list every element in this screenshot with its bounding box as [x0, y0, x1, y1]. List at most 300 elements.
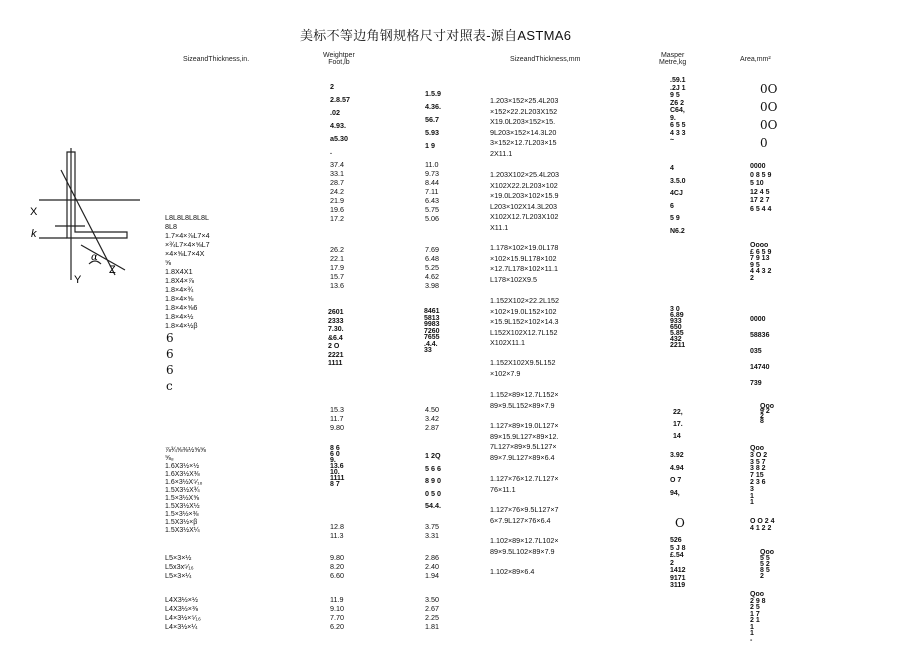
- table-cell-line: 1.8×4×½β: [165, 321, 198, 330]
- label-alpha: α: [91, 252, 98, 263]
- area-group-6: [750, 446, 767, 507]
- table-cell-line: 6 0: [330, 451, 340, 458]
- weight-group-8: [330, 553, 344, 580]
- table-cell-line: 3.50: [425, 595, 439, 604]
- table-cell-line: L152X102X12.7L152: [490, 327, 558, 337]
- table-cell-line: 7.30.: [328, 326, 344, 333]
- table-cell-line: 5 2: [760, 561, 770, 568]
- table-cell-line: 3.5.0: [670, 177, 686, 185]
- table-cell-line: 56.7: [425, 115, 439, 124]
- table-cell-line: 1.8X4×⅞: [165, 276, 194, 285]
- table-cell-line: 17 2 7: [750, 197, 770, 204]
- table-cell-line: 6: [166, 331, 174, 345]
- table-cell-line: 1 7: [750, 610, 760, 618]
- table-cell-line: 11.9: [330, 595, 344, 604]
- table-cell-line: 8461: [424, 308, 440, 315]
- table-cell-line: 2 1: [750, 617, 760, 624]
- size-in-group-1: [165, 213, 210, 330]
- table-cell-line: £.54: [670, 552, 684, 559]
- table-cell-line: 2 3 6: [750, 478, 766, 486]
- header-size-in: SizeandThickness,in.: [183, 56, 250, 63]
- table-cell-line: 1: [750, 492, 754, 500]
- table-cell-line: 4 3 3: [670, 129, 686, 137]
- table-cell-line: 6 5 4 4: [750, 205, 772, 213]
- page-title: 美标不等边角钢规格尺寸对照表-源自ASTMA6: [300, 28, 572, 43]
- area-group-7: [750, 518, 775, 532]
- mass-group-6: [675, 516, 685, 530]
- table-cell-line: 9.80: [330, 423, 344, 432]
- table-cell-line: 7260: [424, 327, 440, 335]
- table-cell-line: 1.5×3½×⅜: [165, 511, 199, 518]
- table-cell-line: ⅝₈: [165, 455, 174, 462]
- table-cell-line: 4.36.: [425, 102, 441, 111]
- table-cell-line: 19.6: [330, 205, 344, 214]
- table-cell-line: 5.25: [425, 263, 439, 272]
- weight-group-7: [330, 522, 344, 540]
- table-cell-line: 1.6X3½X⅜: [165, 471, 200, 478]
- table-cell-line: 9L203×152×14.3L20: [490, 127, 557, 137]
- header-area: Area,mm²: [740, 56, 771, 63]
- table-cell-line: 12 4 5: [750, 188, 770, 196]
- table-cell-line: 1.102×89×6.4: [490, 567, 535, 576]
- table-cell-line: 6 5 5: [670, 122, 686, 129]
- table-cell-line: 12.8: [330, 522, 344, 531]
- table-cell-line: L8L8L8L8L8L: [165, 213, 209, 222]
- table-cell-line: 1 9: [425, 141, 435, 150]
- table-cell-line: 5.75: [425, 205, 439, 214]
- table-cell-line: 0O: [760, 118, 778, 132]
- table-cell-line: 2: [670, 559, 674, 567]
- table-cell-line: 6.60: [330, 571, 344, 580]
- table-cell-line: 6: [670, 202, 674, 210]
- size-in-group-1-big: [166, 330, 174, 394]
- mass-group-7: [670, 537, 686, 590]
- weight-group-6: [330, 446, 344, 488]
- table-cell-line: Qoo: [750, 591, 764, 598]
- area-group-8: [760, 550, 774, 580]
- table-cell-line: C64,: [670, 107, 685, 114]
- table-cell-line: 58836: [750, 332, 770, 339]
- table-cell-line: ×15.9L152×102×14.3: [490, 317, 559, 326]
- table-cell-line: 1.7×4×⅞L7×4: [165, 231, 210, 240]
- table-cell-line: 7655: [424, 334, 440, 341]
- table-cell-line: 9171: [670, 574, 686, 582]
- table-cell-line: 1111: [328, 360, 343, 367]
- weight2-group-2: [425, 160, 439, 223]
- weight-group-2: [330, 160, 344, 223]
- table-cell-line: 1.8×4×⅝6: [165, 303, 198, 312]
- table-cell-line: 2: [330, 82, 334, 91]
- table-cell-line: 2221: [328, 351, 344, 359]
- weight-group-5: [330, 405, 344, 432]
- size-mm-group-4: [490, 296, 559, 349]
- table-cell-line: 1.152×89×12.7L152×: [490, 390, 559, 399]
- mass-group-2: [670, 163, 686, 238]
- table-cell-line: 1.152X102×22.2L152: [490, 296, 559, 305]
- table-cell-line: 1.94: [425, 571, 439, 580]
- table-cell-line: 0O: [760, 100, 778, 114]
- weight2-group-7: [425, 522, 439, 540]
- size-mm-group-8: [490, 474, 559, 495]
- table-cell-line: 11.7: [330, 414, 344, 423]
- table-cell-line: Qoo: [760, 549, 774, 556]
- table-cell-line: 37.4: [330, 160, 344, 169]
- table-cell-line: 3119: [670, 582, 686, 589]
- table-cell-line: L4X3½×½: [165, 595, 198, 604]
- weight2-group-4: [424, 309, 440, 355]
- weight2-group-6: [425, 450, 441, 513]
- table-cell-line: .4.4.: [424, 340, 438, 348]
- table-cell-line: 89×9.5L152×89×7.9: [490, 400, 555, 410]
- table-cell-line: ⅝: [165, 258, 171, 267]
- table-cell-line: 5.93: [425, 128, 439, 137]
- table-cell-line: 2X11.1: [490, 148, 513, 158]
- table-cell-line: 2.86: [425, 553, 439, 562]
- weight2-group-8: [425, 553, 439, 580]
- table-cell-line: 3 0: [670, 306, 680, 313]
- table-cell-line: 1.5X3½X¾: [165, 487, 200, 494]
- table-cell-line: 13.6: [330, 463, 344, 470]
- table-cell-line: 17.9: [330, 263, 344, 272]
- table-cell-line: 3.92: [670, 452, 684, 459]
- table-cell-line: 1.203X102×25.4L203: [490, 170, 559, 179]
- table-cell-line: 8 5: [760, 567, 770, 574]
- table-cell-line: 9.73: [425, 169, 439, 178]
- table-cell-line: 6×7.9L127×76×6.4: [490, 515, 551, 525]
- table-cell-line: 1.5×3½X⅝: [165, 495, 200, 502]
- table-cell-line: 4: [670, 165, 674, 172]
- mass-group-5: [670, 450, 684, 500]
- size-mm-group-5: [490, 358, 556, 379]
- table-cell-line: L4×3½×⁵⁄₁₆: [165, 613, 201, 622]
- header-weight: Weightper Foot,lb: [323, 52, 355, 66]
- table-cell-line: 8.20: [330, 562, 344, 571]
- table-cell-line: .02: [330, 108, 340, 117]
- table-cell-line: a5.30: [330, 134, 348, 143]
- size-mm-group-6: [490, 390, 559, 411]
- size-mm-group-1: [490, 96, 558, 159]
- table-cell-line: 1.203×152×25.4L203: [490, 96, 559, 105]
- table-cell-line: 22.1: [330, 254, 344, 263]
- table-cell-line: L4X3½×⅜: [165, 604, 198, 613]
- table-cell-line: O O 2 4: [750, 518, 775, 525]
- table-cell-line: 8.44: [425, 178, 439, 187]
- table-cell-line: 21.9: [330, 196, 344, 205]
- size-mm-group-2: [490, 170, 559, 233]
- table-cell-line: 933: [670, 318, 682, 325]
- table-cell-line: ⅞¾⅝⅜½⅝⅝: [165, 447, 206, 454]
- table-cell-line: ×152×22.2L203X152: [490, 106, 558, 116]
- table-cell-line: X102X11.1: [490, 338, 526, 347]
- area-group-9: [750, 592, 766, 644]
- table-cell-line: Oooo: [750, 242, 769, 249]
- table-cell-line: 17.2: [330, 214, 344, 223]
- table-cell-line: 5 10: [750, 180, 764, 187]
- label-y: Y: [74, 274, 82, 286]
- table-cell-line: 1.178×102×19.0L178: [490, 243, 559, 252]
- table-cell-line: 11.0: [425, 160, 439, 169]
- table-cell-line: .: [330, 147, 332, 156]
- table-cell-line: X11.1: [490, 222, 509, 232]
- label-k: k: [31, 228, 37, 240]
- table-cell-line: 3: [750, 485, 754, 493]
- table-cell-line: &6.4: [328, 334, 343, 342]
- table-cell-line: 7.11: [425, 187, 439, 196]
- table-cell-line: ×¾L7×4×⅝L7: [165, 240, 210, 249]
- table-cell-line: 6: [166, 347, 174, 361]
- table-cell-line: 9.80: [330, 553, 344, 562]
- table-cell-line: 6.89: [670, 312, 684, 319]
- table-cell-line: 7 9 13: [750, 255, 770, 262]
- table-cell-line: 89×9.5L102×89×7.9: [490, 546, 555, 556]
- table-cell-line: 0 5 0: [425, 488, 441, 498]
- header-mass: Masper Metre,kg: [659, 52, 687, 66]
- table-cell-line: 2333: [328, 317, 344, 325]
- table-cell-line: 6.43: [425, 196, 439, 205]
- table-cell-line: 3 5 7: [750, 458, 766, 466]
- table-cell-line: -: [750, 636, 753, 644]
- table-cell-line: 8 6: [330, 445, 340, 452]
- table-cell-line: 8L8: [165, 222, 177, 231]
- table-cell-line: 9.: [670, 114, 676, 122]
- table-cell-line: X102X12.7L203X102: [490, 212, 559, 221]
- table-cell-line: 2: [760, 413, 764, 420]
- label-x: X: [30, 206, 38, 218]
- weight2-group-1: [425, 87, 441, 152]
- weight-group-3: [330, 245, 344, 290]
- table-cell-line: 7 15: [750, 472, 764, 480]
- table-cell-line: 4.94: [670, 464, 684, 472]
- table-cell-line: 1 2Q: [425, 451, 441, 460]
- table-cell-line: 24.2: [330, 187, 344, 196]
- table-cell-line: 1.8×4×⅝: [165, 294, 194, 303]
- size-mm-group-10: [490, 536, 559, 557]
- table-cell-line: 432: [670, 336, 682, 343]
- weight2-group-3: [425, 245, 439, 290]
- table-cell-line: 1.5X3½×β: [165, 519, 198, 526]
- table-cell-line: 2: [750, 274, 754, 282]
- table-cell-line: Qoo: [750, 445, 764, 452]
- table-cell-line: 2.25: [425, 613, 439, 622]
- area-group-1: [760, 80, 777, 152]
- table-cell-line: .2J 1: [670, 84, 686, 92]
- table-cell-line: 94,: [670, 489, 680, 497]
- table-cell-line: 8: [760, 418, 764, 425]
- table-cell-line: 10.: [330, 469, 340, 476]
- table-cell-line: 9.: [330, 457, 336, 464]
- table-cell-line: 6: [166, 363, 174, 377]
- table-cell-line: 2601: [328, 309, 344, 316]
- table-cell-line: 89×7.9L127×89×6.4: [490, 452, 555, 462]
- table-cell-line: 22,: [673, 409, 683, 416]
- table-cell-line: 8 9 0: [425, 476, 441, 485]
- table-cell-line: 2 9 8: [750, 597, 766, 605]
- table-cell-line: 5 6 6: [425, 463, 441, 473]
- table-cell-line: 5 5: [760, 555, 770, 562]
- table-cell-line: 3.31: [425, 531, 439, 540]
- table-cell-line: 2211: [670, 342, 686, 349]
- table-cell-line: ~: [670, 137, 675, 144]
- table-cell-line: 1.152X102X9.5L152: [490, 358, 556, 367]
- table-cell-line: O: [675, 516, 685, 530]
- table-cell-line: 2 5: [750, 604, 760, 611]
- table-cell-line: Z6 2: [670, 99, 685, 107]
- table-cell-line: 1: [750, 630, 754, 637]
- table-cell-line: 1412: [670, 567, 686, 574]
- table-cell-line: 0O: [760, 82, 778, 96]
- table-cell-line: ×19.0L203×102×15.9: [490, 191, 559, 200]
- table-cell-line: 2.40: [425, 562, 439, 571]
- table-cell-line: 15.7: [330, 272, 344, 281]
- size-mm-group-7: [490, 421, 559, 463]
- label-z: Z: [109, 264, 116, 276]
- mass-group-4: [673, 407, 683, 443]
- area-group-3: [750, 243, 771, 282]
- table-cell-line: 1: [750, 499, 754, 507]
- table-cell-line: 8 7: [330, 481, 340, 488]
- table-cell-line: 1.6X3½×½: [165, 463, 200, 470]
- table-cell-line: 89×15.9L127×89×12.: [490, 431, 559, 441]
- table-cell-line: 28.7: [330, 178, 344, 187]
- table-cell-line: 2 O: [328, 343, 340, 350]
- table-cell-line: N6.2: [670, 227, 685, 235]
- table-cell-line: 0000: [750, 316, 766, 323]
- mass-group-1: [670, 77, 686, 145]
- weight-group-4: [328, 309, 344, 369]
- table-cell-line: 14: [673, 433, 681, 440]
- table-cell-line: L5×3×½: [165, 553, 192, 562]
- table-cell-line: L5×3×¼: [165, 571, 192, 580]
- table-cell-line: ×4×⅝L7×4X: [165, 249, 205, 258]
- mass-group-3: [670, 307, 685, 349]
- table-cell-line: Qoo: [760, 403, 774, 410]
- table-cell-line: 526: [670, 537, 682, 544]
- table-cell-line: 739: [750, 380, 762, 387]
- table-cell-line: 9 5: [750, 261, 760, 269]
- table-cell-line: 650: [670, 324, 682, 331]
- table-cell-line: L203×102X14.3L203: [490, 201, 557, 211]
- table-cell-line: 1.6×3½X⁵⁄₁₆: [165, 479, 203, 486]
- table-cell-line: 15.3: [330, 405, 344, 414]
- table-cell-line: 0: [760, 136, 768, 150]
- table-cell-line: ×12.7L178×102×11.1: [490, 264, 559, 273]
- table-cell-line: 33: [424, 347, 432, 354]
- table-cell-line: L4×3½×¼: [165, 622, 198, 631]
- table-cell-line: 7.70: [330, 613, 344, 622]
- table-cell-line: 7L127×89×9.5L127×: [490, 442, 557, 451]
- table-cell-line: 1111: [330, 475, 345, 482]
- table-cell-line: L178×102X9.5: [490, 274, 537, 284]
- table-cell-line: ×102×19.0L152×102: [490, 306, 557, 316]
- table-cell-line: 17.: [673, 421, 683, 428]
- table-cell-line: 1: [750, 623, 754, 631]
- table-cell-line: 11.3: [330, 531, 344, 540]
- table-cell-line: 035: [750, 348, 762, 355]
- table-cell-line: 4 1 2 2: [750, 525, 772, 532]
- table-cell-line: 1.8×4×¾: [165, 285, 194, 294]
- weight-group-9: [330, 595, 344, 631]
- table-cell-line: 1.81: [425, 622, 439, 631]
- weight-group-1: [330, 80, 350, 158]
- table-cell-line: 4CJ: [670, 190, 683, 197]
- table-cell-line: 0 8 5 9: [750, 171, 772, 179]
- table-cell-line: 3.42: [425, 414, 439, 423]
- table-cell-line: 54.4.: [425, 501, 441, 510]
- table-cell-line: 4.93.: [330, 121, 346, 130]
- table-cell-line: 9 2: [760, 408, 770, 415]
- table-cell-line: £ 6 5 9: [750, 248, 772, 256]
- size-mm-group-3: [490, 243, 558, 285]
- size-mm-group-11: [490, 567, 534, 578]
- size-in-group-4: [165, 595, 201, 631]
- table-cell-line: c: [166, 379, 173, 393]
- size-in-group-3: [165, 553, 194, 580]
- weight2-group-5: [425, 405, 439, 432]
- table-cell-line: 7.69: [425, 245, 439, 254]
- table-cell-line: 1.5.9: [425, 89, 441, 98]
- table-cell-line: X19.0L203×152×15.: [490, 117, 556, 126]
- table-cell-line: 13.6: [330, 281, 344, 290]
- area-group-5: [760, 404, 774, 424]
- table-cell-line: 3 O 2: [750, 451, 768, 459]
- table-cell-line: 3.75: [425, 522, 439, 531]
- table-cell-line: 1.127×76×12.7L127×: [490, 474, 559, 483]
- table-cell-line: 4 4 3 2: [750, 268, 772, 275]
- table-cell-line: 4.50: [425, 405, 439, 414]
- table-cell-line: 26.2: [330, 245, 344, 254]
- table-cell-line: 2.87: [425, 423, 439, 432]
- table-cell-line: 9.10: [330, 604, 344, 613]
- table-cell-line: 5.06: [425, 214, 439, 223]
- weight2-group-9: [425, 595, 439, 631]
- table-cell-line: 5.85: [670, 330, 684, 337]
- table-cell-line: 0000: [750, 163, 766, 170]
- table-cell-line: 1.8×4×½: [165, 312, 194, 321]
- table-cell-line: 3 8 2: [750, 465, 766, 473]
- table-cell-line: 3.98: [425, 281, 439, 290]
- table-cell-line: 2: [760, 573, 764, 580]
- table-cell-line: O 7: [670, 477, 682, 484]
- table-cell-line: ×102×7.9: [490, 368, 521, 378]
- table-cell-line: 1.127×89×19.0L127×: [490, 421, 559, 430]
- table-cell-line: 6.48: [425, 254, 439, 263]
- table-cell-line: 6.20: [330, 622, 344, 631]
- table-cell-line: 3×152×12.7L203×15: [490, 138, 557, 147]
- angle-section-diagram: [25, 130, 160, 290]
- area-group-4: [750, 312, 769, 392]
- table-cell-line: 1.8X4X1: [165, 267, 193, 276]
- table-cell-line: 1.102×89×12.7L102×: [490, 536, 559, 545]
- table-cell-line: 1.5X3½X½: [165, 503, 200, 510]
- table-cell-line: 76×11.1: [490, 484, 516, 494]
- table-cell-line: .59.1: [670, 77, 686, 84]
- table-cell-line: 5813: [424, 314, 440, 322]
- table-cell-line: ×102×15.9L178×102: [490, 253, 557, 263]
- table-cell-line: 2.67: [425, 604, 439, 613]
- table-cell-line: 1.5X3½X¼: [165, 527, 200, 534]
- table-cell-line: 1.127×76×9.5L127×7: [490, 505, 559, 514]
- table-cell-line: 9 5: [670, 92, 680, 99]
- table-cell-line: 5 J 8: [670, 544, 686, 552]
- table-cell-line: 14740: [750, 364, 770, 371]
- table-cell-line: L5x3x⁵⁄₁₆: [165, 562, 194, 571]
- size-mm-group-9: [490, 505, 559, 526]
- size-in-group-2: [165, 447, 206, 535]
- header-size-mm: SizeandThickness,mm: [510, 56, 581, 63]
- table-cell-line: 33.1: [330, 169, 344, 178]
- table-cell-line: X102X22.2L203×102: [490, 180, 558, 190]
- table-cell-line: 2.8.57: [330, 95, 350, 104]
